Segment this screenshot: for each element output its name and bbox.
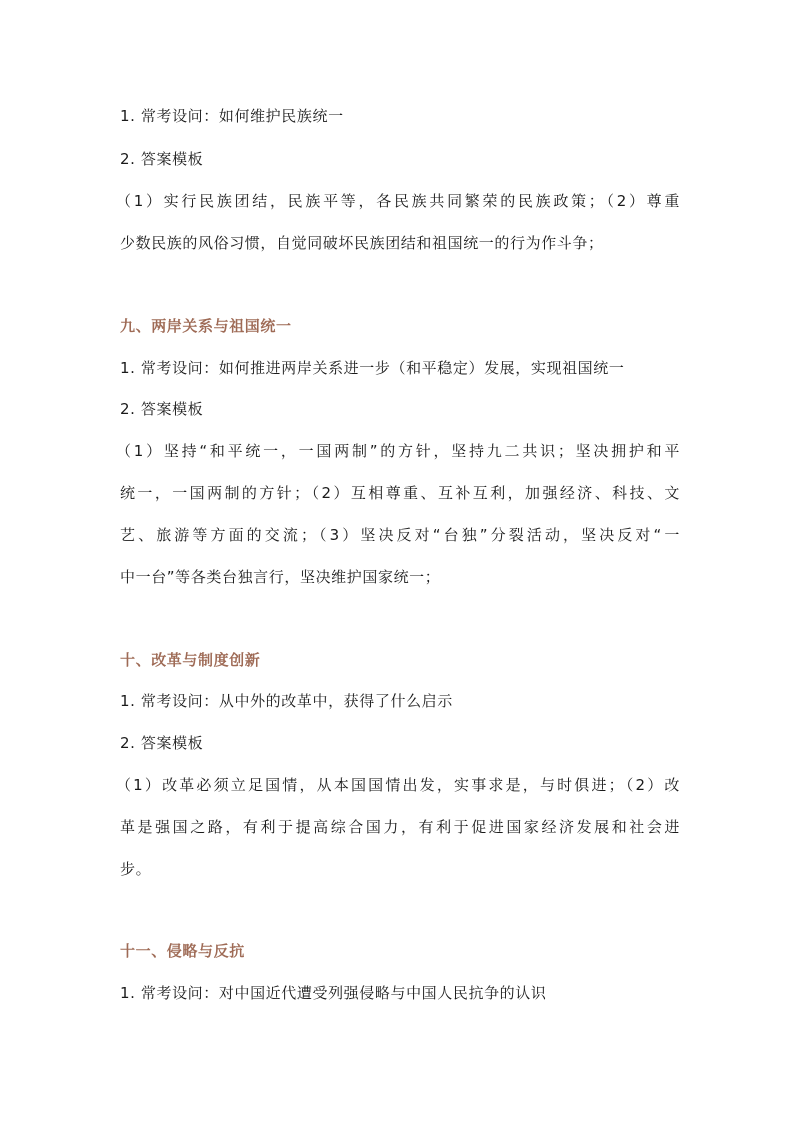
section-heading: 九、两岸关系与祖国统一 xyxy=(120,317,292,335)
answer-line: 艺、旅游等方面的交流；（3）坚决反对“台独”分裂活动，坚决反对“一 xyxy=(120,526,680,544)
answer-line: 中一台”等各类台独言行，坚决维护国家统一； xyxy=(120,568,441,586)
answer-line: 少数民族的风俗习惯，自觉同破坏民族团结和祖国统一的行为作斗争； xyxy=(120,234,604,252)
answer-line: 统一，一国两制的方针；（2）互相尊重、互补互利，加强经济、科技、文 xyxy=(120,484,680,502)
section-heading: 十、改革与制度创新 xyxy=(120,651,261,669)
question-label: 1. 常考设问：从中外的改革中，获得了什么启示 xyxy=(120,692,453,710)
question-label: 1. 常考设问：如何维护民族统一 xyxy=(120,107,344,125)
answer-line: （1）改革必须立足国情，从本国国情出发，实事求是，与时俱进；（2）改 xyxy=(116,776,680,794)
answer-template-label: 2. 答案模板 xyxy=(120,150,204,168)
question-label: 1. 常考设问：对中国近代遭受列强侵略与中国人民抗争的认识 xyxy=(120,984,547,1002)
answer-line: 步。 xyxy=(120,860,152,878)
answer-template-label: 2. 答案模板 xyxy=(120,400,204,418)
section-heading: 十一、侵略与反抗 xyxy=(120,942,245,960)
answer-line: （1）坚持“和平统一，一国两制”的方针，坚持九二共识；坚决拥护和平 xyxy=(116,442,680,460)
question-label: 1. 常考设问：如何推进两岸关系进一步（和平稳定）发展，实现祖国统一 xyxy=(120,359,625,377)
answer-template-label: 2. 答案模板 xyxy=(120,734,204,752)
document-page xyxy=(116,0,680,1123)
answer-line: （1）实行民族团结，民族平等，各民族共同繁荣的民族政策；（2）尊重 xyxy=(116,192,680,210)
answer-line: 革是强国之路，有利于提高综合国力，有利于促进国家经济发展和社会进 xyxy=(120,818,680,836)
